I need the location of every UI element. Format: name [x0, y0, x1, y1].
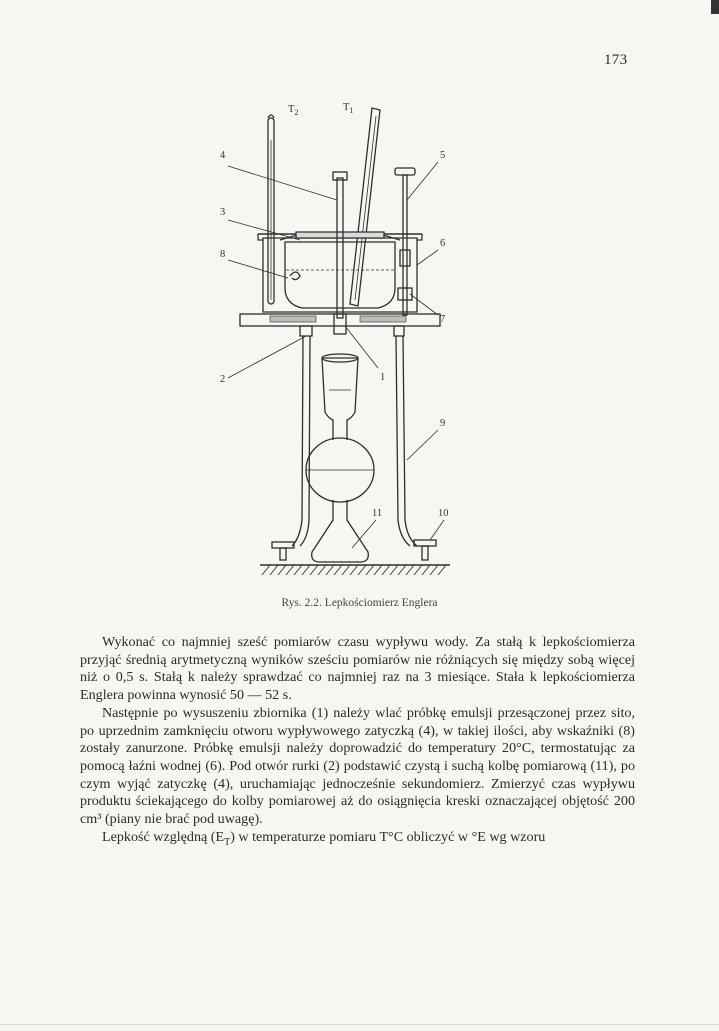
label-3: 3: [220, 207, 226, 218]
label-1: 1: [380, 372, 386, 383]
label-7: 7: [440, 314, 446, 325]
label-t1: $T_1$: [343, 102, 354, 115]
paragraph-3: Lepkość względną $(E_T)$ w temperaturze pomiaru T°C obliczyć w °E wg wzoru: [102, 828, 546, 848]
label-6: 6: [440, 238, 446, 249]
leader-lines: [228, 162, 444, 548]
stirrer: [395, 168, 415, 315]
label-2: 2: [220, 374, 226, 385]
measuring-flask: [306, 354, 374, 562]
paragraph-1: Wykonać co najmniej sześć pomiarów czasu wypływu wody. Za stałą k lepkościomierza przyjąć średnią arytmetyczną wyników sześciu pomiarów nie różniących się między sobą więcej niż o 0,5 s. Stałą k należy sprawdzać co najmniej raz na 3 miesiące. Stała k lepkościomierza Englera powinna wynosić 50 — 52 s.: [80, 634, 635, 704]
levelling-screws: [272, 540, 436, 560]
body-text: [80, 634, 635, 851]
engler-viscometer-drawing: [200, 100, 480, 600]
label-t2: $T_2$: [288, 104, 299, 117]
label-10: 10: [438, 508, 449, 519]
base-plate: [240, 314, 440, 336]
scan-bottom-line: [0, 1024, 719, 1025]
thermometer-t1: [350, 108, 380, 306]
ground-hatch: [260, 565, 450, 575]
label-5: 5: [440, 150, 446, 161]
thermometer-t2: [268, 115, 274, 304]
stopper-rod: [333, 172, 347, 318]
engler-viscometer-figure: [200, 100, 480, 600]
page-number: 173: [604, 52, 628, 68]
label-9: 9: [440, 418, 446, 429]
figure-caption: Rys. 2.2. Lepkościomierz Englera: [281, 597, 438, 609]
paragraph-2: Następnie po wysuszeniu zbiornika (1) należy wlać próbkę emulsji przesączonej przez sito, po uprzednim zamknięciu otworu wypływowego zatyczką (4), w takiej ilości, aby wskaźniki (8) zostały zanurzone. Próbkę emulsji należy doprowadzić do temperatury 20°C, termostatując za pomocą łaźni wodnej (6). Pod otwór rurki (2) podstawić czystą i suchą kolbę pomiarową (11), po czym wyjąć zatyczkę (4), uruchamiając jednocześnie sekundomierz. Zmierzyć czas wypływu produktu ściekającego do kolby pomiarowej aż do osiągnięcia kreski oznaczającej objętość 200 cm³ (piany nie brać pod uwagę).: [80, 704, 635, 828]
level-indicator: [290, 272, 300, 280]
scan-edge-mark: [711, 0, 719, 14]
inner-container: [280, 232, 400, 308]
label-8: 8: [220, 249, 226, 260]
label-11: 11: [372, 508, 383, 519]
label-4: 4: [220, 150, 226, 161]
